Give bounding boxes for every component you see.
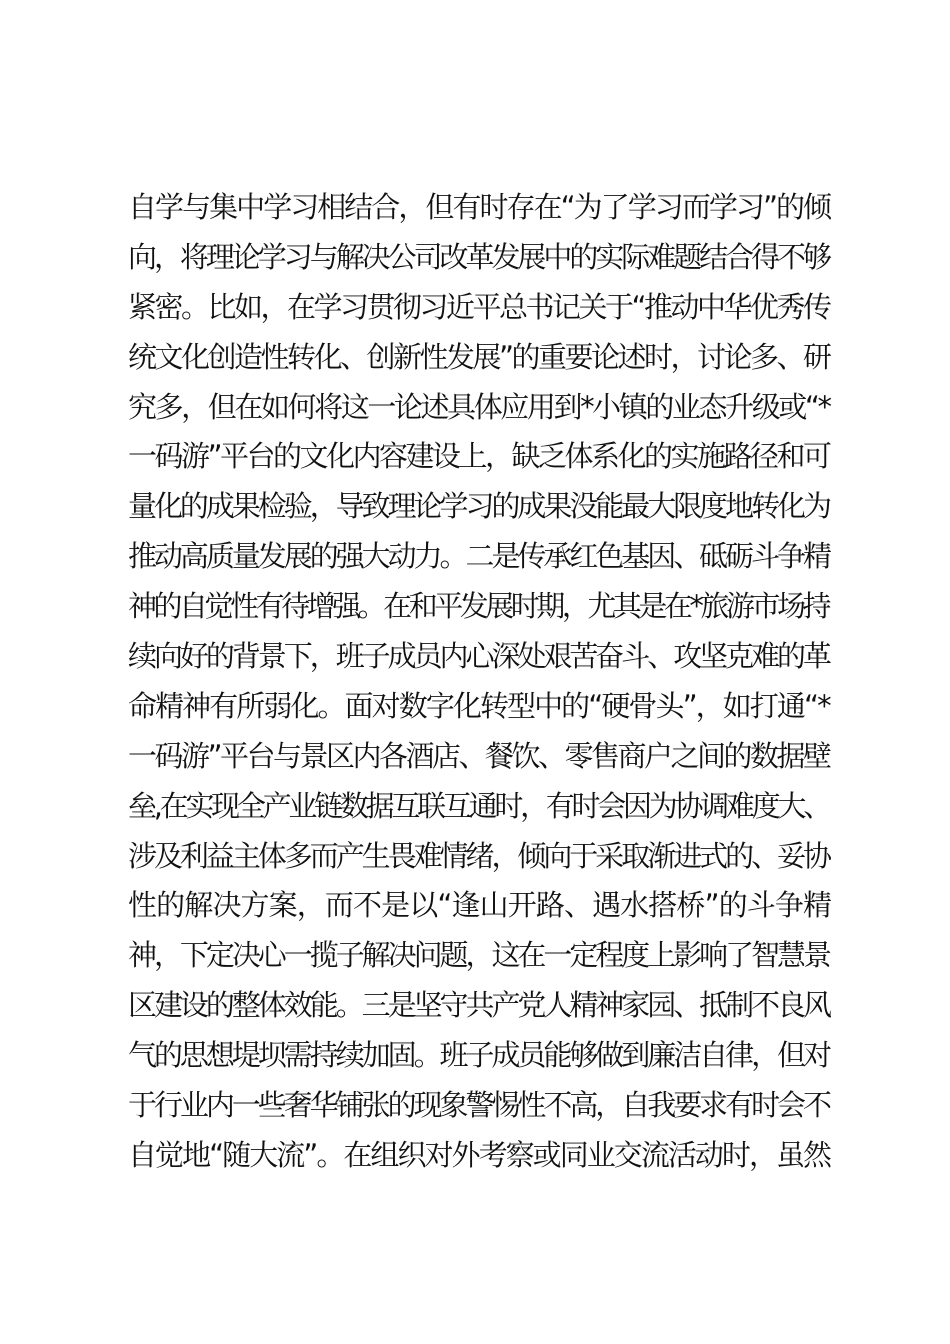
text-line: 究多，但在如何将这一论述具体应用到*小镇的业态升级或“* (128, 389, 830, 424)
text-line: 推动高质量发展的强大动力。二是传承红色基因、砥砺斗争精 (128, 539, 829, 574)
text-line: 神的自觉性有待增强。在和平发展时期，尤其是在*旅游市场持 (128, 589, 829, 624)
text-line: 区建设的整体效能。三是坚守共产党人精神家园、抵制不良风 (128, 988, 829, 1023)
text-line: 气的思想堤坝需持续加固。班子成员能够做到廉洁自律，但对 (128, 1038, 829, 1073)
text-line: 自学与集中学习相结合，但有时存在“为了学习而学习”的倾 (128, 190, 831, 224)
text-line: 神，下定决心一揽子解决问题，这在一定程度上影响了智慧景 (128, 938, 829, 973)
text-line: 性的解决方案，而不是以“逢山开路、遇水搭桥”的斗争精 (128, 888, 832, 923)
text-line: 量化的成果检验，导致理论学习的成果没能最大限度地转化为 (128, 489, 829, 524)
text-line: 涉及利益主体多而产生畏难情绪，倾向于采取渐进式的、妥协 (128, 838, 829, 873)
text-line: 紧密。比如，在学习贯彻习近平总书记关于“推动中华优秀传 (128, 289, 830, 324)
text-line: 垒,在实现全产业链数据互联互通时，有时会因为协调难度大、 (128, 788, 829, 823)
text-line: 一码游”平台与景区内各酒店、餐饮、零售商户之间的数据壁 (128, 738, 830, 773)
text-line: 于行业内一些奢华铺张的现象警惕性不高，自我要求有时会不 (128, 1088, 829, 1123)
text-line: 统文化创造性转化、创新性发展”的重要论述时，讨论多、研 (128, 339, 830, 374)
text-line: 续向好的背景下，班子成员内心深处艰苦奋斗、攻坚克难的革 (128, 639, 829, 674)
text-line: 自觉地“随大流”。在组织对外考察或同业交流活动时，虽然 (128, 1137, 831, 1172)
text-line: 命精神有所弱化。面对数字化转型中的“硬骨头”，如打通“* (128, 688, 830, 723)
text-line: 一码游”平台的文化内容建设上，缺乏体系化的实施路径和可 (128, 439, 830, 474)
text-line: 向，将理论学习与解决公司改革发展中的实际难题结合得不够 (128, 239, 829, 274)
body-paragraph (128, 183, 838, 1181)
